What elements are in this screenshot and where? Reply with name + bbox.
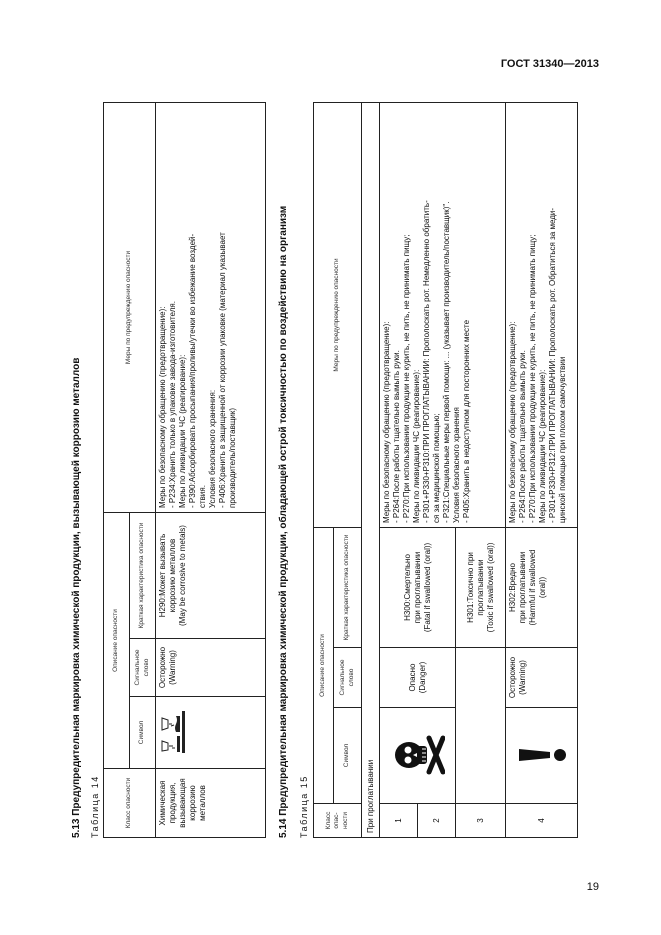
route-row: При проглатывании: [362, 102, 380, 837]
brief-cell: H290:Может вызывать коррозию металлов (May be corrosive to metals): [156, 512, 266, 638]
header-hazard-class: Класс опасности: [104, 769, 156, 838]
header-hazard-class: Класс опас- ности: [314, 804, 362, 838]
header-symbol: Символ: [130, 697, 156, 769]
header-hazard-description: Описание опасности: [314, 527, 334, 803]
brief-cell: H302:Вредно при проглатывании (Harmful if swallowed (oral)): [506, 527, 578, 647]
section-513-title: 5.13 Предупредительная маркировка химической продукции, вызывающей коррозию металлов: [71, 357, 82, 838]
signal-word-cell: Опасно (Danger): [380, 648, 456, 708]
symbol-cell: [156, 697, 266, 769]
header-precautions: Меры по предупреждению опасности: [104, 102, 156, 512]
header-symbol: Символ: [334, 708, 362, 804]
section-514-title: 5.14 Предупредительная маркировка химической продукции, обладающей острой токсичностью по воздействию на организм: [278, 205, 289, 838]
header-precautions: Меры по предупреждению опасности: [314, 102, 362, 527]
signal-word-cell: Осторожно (Warning): [156, 639, 266, 697]
page-number: 19: [586, 881, 599, 893]
header-signal-word: Сигнальное слово: [130, 639, 156, 697]
table-15: [313, 102, 578, 838]
brief-cell: H300:Смертельно при проглатывании (Fatal if swallowed (oral)): [380, 527, 456, 647]
header-hazard-description: Описание опасности: [104, 512, 130, 768]
empty-cell: [456, 648, 506, 804]
standard-number: ГОСТ 31340—2013: [500, 58, 599, 70]
class-cell: 3: [456, 804, 506, 838]
class-cell: 2: [418, 804, 456, 838]
rotated-landscape-content: [66, 98, 606, 838]
brief-cell: H301:Токсично при проглатывании (Toxic if swallowed (oral)): [456, 527, 506, 647]
exclamation-mark-icon: [516, 712, 568, 799]
class-cell: 1: [380, 804, 418, 838]
skull-crossbones-icon: [391, 712, 445, 799]
class-cell: Химическая продукция, вызывающая коррозию металлов: [156, 769, 266, 838]
corrosion-icon: [158, 701, 188, 764]
precautions-cell: Меры по безопасному обращению (предотвращение): - P264:После работы тщательно вымыть руки. - P270:При использовании продукции не курить, не пить, не принимать пищу; Меры по ликвидации ЧС (реагирование): - P301+P330+P312:ПРИ ПРОГЛАТЫВАНИИ: Прополоскать рот. Обратиться за меди- цинской помощью при плохом самочувствии: [506, 102, 578, 527]
header-brief: Краткая характеристика опасности: [130, 512, 156, 638]
table-15-label: Таблица 15: [299, 775, 309, 838]
header-signal-word: Сигнальное слово: [334, 648, 362, 708]
class-cell: 4: [506, 804, 578, 838]
precautions-cell: Меры по безопасному обращению (предотвращение): - P234:Хранить только в упаковке завода-изготовителя. Меры по ликвидации ЧС (реагирование): - P390:Абсорбировать просыпания/проливы/утечки во избежание воздей- ствия. Условия безопасного хранения: - P406:Хранить в защищенной от коррозии упаковке (материал указывает производитель/поставщик): [156, 102, 266, 512]
table-14: [103, 102, 266, 838]
table-14-label: Таблица 14: [90, 775, 100, 838]
symbol-cell: [506, 708, 578, 804]
symbol-cell: [380, 708, 456, 804]
header-brief: Краткая характеристика опасности: [334, 527, 362, 647]
signal-word-cell: Осторожно (Warning): [506, 648, 578, 708]
precautions-cell: Меры по безопасному обращению (предотвращение): - P264:После работы тщательно вымыть руки. - P270:При использовании продукции не курить, не пить, не принимать пищу; Меры по ликвидации ЧС (реагирование): - P301+P330+P310:ПРИ ПРОГЛАТЫВАНИИ: Прополоскать рот. Немедленно обратить- ся за медицинской помощью; - P321:Специальные меры первой помощи: ... (указывает производитель/поставщик)". Условия безопасного хранения - P405:Хранить в недоступном для посторонних месте: [380, 102, 506, 527]
